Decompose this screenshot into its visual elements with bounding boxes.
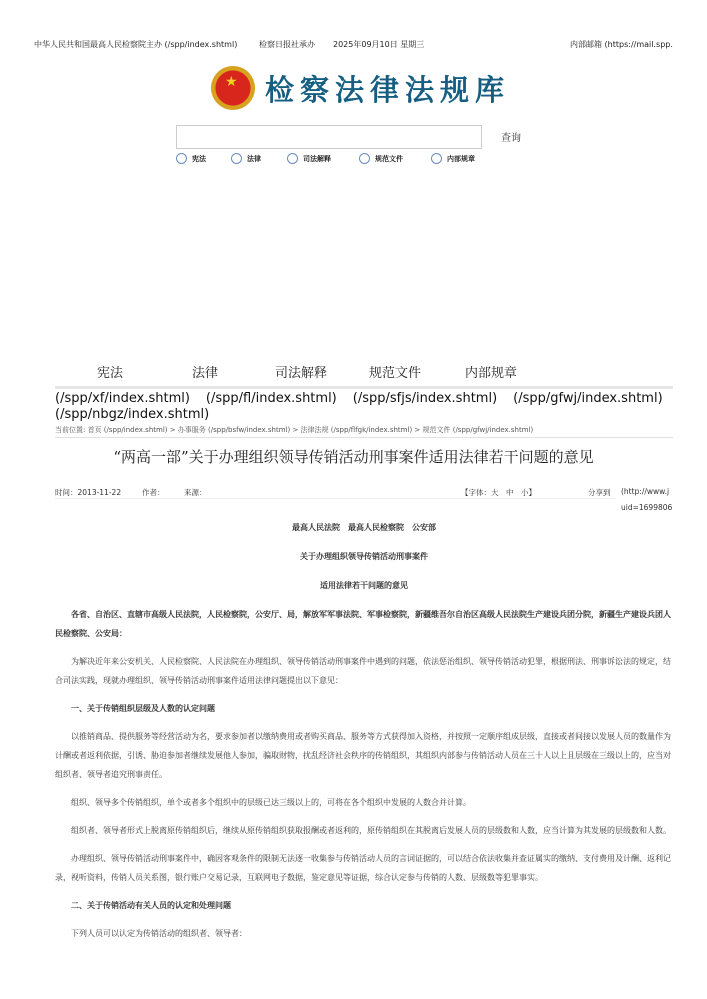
article-paragraph: 下列人员可以认定为传销活动的组织者、领导者： — [71, 929, 247, 938]
section-heading: 一、关于传销组织层级及人数的认定问题 — [71, 704, 215, 713]
procuratorate-emblem-icon — [211, 66, 255, 110]
logo-title: 检察法律法规库 — [265, 72, 511, 107]
nav-fl-href[interactable]: (/spp/fl/index.shtml) — [205, 391, 337, 406]
nav-sfjs-href[interactable]: (/spp/sfjs/index.shtml) — [352, 391, 498, 406]
date-text: 2025年09月10日 星期三 — [333, 40, 425, 49]
article-paragraph: 组织者、领导者形式上脱离原传销组织后，继续从原传销组织获取报酬或者返利的，原传销组织在其脱离后发展人员的层级数和人数，应当计算为其发展的层级数和人数。 — [71, 826, 671, 835]
article-paragraph: 以推销商品、提供服务等经营活动为名，要求参加者以缴纳费用或者购买商品、服务等方式获得加入资格，并按照一定顺序组成层级，直接或者间接以发展人员的数量作为计酬或者返利依据，引诱、胁迫参加者继续发展他人参加，骗取财物，扰乱经济社会秩序的传销组织，其组织内部参与传销活动人员在三十人以上且层级在三级以上的，应当对组织者、领导者追究刑事责任。 — [55, 732, 671, 779]
search-button[interactable]: 查询 — [501, 129, 521, 144]
share-label[interactable]: 分享到 — [588, 488, 611, 497]
nav-divider — [55, 386, 673, 389]
article-body — [55, 518, 673, 952]
radio-label: 法律 — [247, 154, 261, 163]
radio-sfjs[interactable] — [287, 153, 359, 164]
article-paragraph: 组织、领导多个传销组织，单个或者多个组织中的层级已达三级以上的，可将在各个组织中发展的人数合并计算。 — [71, 798, 471, 807]
nav-hrefs — [55, 391, 673, 422]
radio-label: 司法解释 — [303, 154, 331, 163]
article-paragraph: 办理组织、领导传销活动刑事案件中，确因客观条件的限制无法逐一收集参与传销活动人员的言词证据的，可以结合依法收集并查证属实的缴纳、支付费用及计酬、返利记录，视听资料，传销人员关系图，银行账户交易记录，互联网电子数据，鉴定意见等证据，综合认定参与传销的人数、层级数等犯罪事实。 — [55, 854, 671, 882]
article-source: 来源： — [184, 488, 207, 497]
nav-xf-href[interactable]: (/spp/xf/index.shtml) — [55, 391, 190, 406]
radio-circle-icon[interactable] — [287, 153, 298, 164]
radio-xf[interactable] — [176, 153, 231, 164]
share-uid: uid=1699806 — [621, 503, 673, 512]
meta-divider — [55, 498, 615, 499]
publisher-text: 检察日报社承办 — [259, 40, 315, 49]
nav-nbgz-href[interactable]: (/spp/nbgz/index.shtml) — [55, 407, 210, 422]
radio-label: 宪法 — [192, 154, 206, 163]
radio-fl[interactable] — [231, 153, 287, 164]
nav-xf[interactable]: 宪法 — [97, 366, 124, 381]
radio-label: 内部规章 — [447, 154, 475, 163]
article-heading: 适用法律若干问题的意见 — [320, 581, 408, 590]
radio-circle-icon[interactable] — [431, 153, 442, 164]
section-heading: 各省、自治区、直辖市高级人民法院，人民检察院，公安厅、局，解放军军事法院、军事检察院，新疆维吾尔自治区高级人民法院生产建设兵团分院，新疆生产建设兵团人民检察院、公安局： — [55, 610, 671, 638]
radio-nbgz[interactable] — [431, 153, 475, 164]
nav-nbgz[interactable]: 内部规章 — [465, 366, 518, 381]
breadcrumb: 当前位置: 首页 (/spp/index.shtml) > 办事服务 (/spp/bsfw/index.shtml) > 法律法规 (/spp/flfgk/index.shtml) > 规范文件 (/spp/gfwj/index.shtml) — [55, 426, 534, 434]
nav-fl[interactable]: 法律 — [192, 366, 219, 381]
search-scope-radios — [176, 153, 475, 164]
article-time: 时间：2013-11-22 — [55, 488, 122, 497]
font-size-control[interactable]: 【字体：大 中 小】 — [461, 488, 536, 497]
radio-label: 规范文件 — [375, 154, 403, 163]
radio-circle-icon[interactable] — [359, 153, 370, 164]
search-input[interactable] — [176, 125, 482, 149]
nav-gfwj[interactable]: 规范文件 — [369, 366, 422, 381]
radio-circle-icon[interactable] — [176, 153, 187, 164]
share-link[interactable]: (http://www.j — [621, 487, 670, 496]
article-author: 作者： — [142, 488, 165, 497]
breadcrumb-divider — [55, 437, 673, 438]
radio-circle-icon[interactable] — [231, 153, 242, 164]
article-paragraph: 为解决近年来公安机关、人民检察院、人民法院在办理组织、领导传销活动刑事案件中遇到的问题，依法惩治组织、领导传销活动犯罪，根据刑法、刑事诉讼法的规定，结合司法实践，现就办理组织、领导传销活动刑事案件适用法律问题提出以下意见： — [55, 657, 671, 685]
article-title: “两高一部”关于办理组织领导传销活动刑事案件适用法律若干问题的意见 — [113, 448, 594, 466]
host-link[interactable]: 中华人民共和国最高人民检察院主办 (/spp/index.shtml) — [34, 40, 238, 49]
site-logo[interactable] — [211, 66, 510, 110]
section-heading: 二、关于传销活动有关人员的认定和处理问题 — [71, 901, 231, 910]
nav-gfwj-href[interactable]: (/spp/gfwj/index.shtml) — [513, 391, 663, 406]
article-heading: 最高人民法院 最高人民检察院 公安部 — [292, 523, 436, 532]
nav-sfjs[interactable]: 司法解释 — [275, 366, 328, 381]
radio-gfwj[interactable] — [359, 153, 431, 164]
mail-link[interactable]: 内部邮箱 (https://mail.spp. — [570, 40, 673, 49]
article-heading: 关于办理组织领导传销活动刑事案件 — [300, 552, 428, 561]
